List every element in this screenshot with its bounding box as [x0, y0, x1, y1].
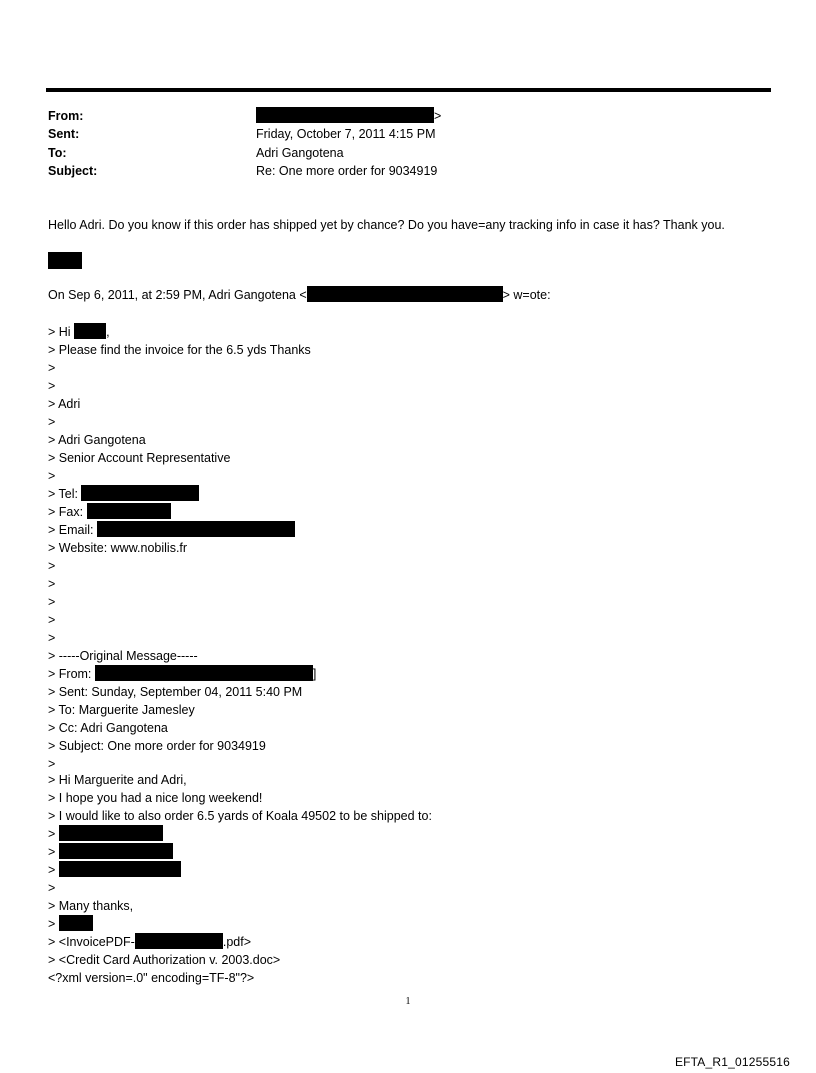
quote-line: >	[48, 559, 56, 573]
redaction-block	[48, 252, 82, 269]
quote-line: > Please find the invoice for the 6.5 yds Thanks	[48, 343, 311, 357]
quote-line: >	[48, 915, 93, 933]
quote-line: >	[48, 469, 56, 483]
redaction-block	[95, 665, 313, 681]
redaction-block	[59, 825, 163, 841]
quote-line: > Subject: One more order for 9034919	[48, 739, 266, 753]
quote-line: > Many thanks,	[48, 899, 134, 913]
on-date-line: On Sep 6, 2011, at 2:59 PM, Adri Gangotena < > w=ote:	[48, 288, 551, 302]
redaction-block	[97, 521, 295, 537]
subject-label: Subject:	[48, 164, 98, 178]
sent-label: Sent:	[48, 127, 80, 141]
quote-line: > I hope you had a nice long weekend!	[48, 791, 263, 805]
quote-line: > Hi Marguerite and Adri,	[48, 773, 187, 787]
redaction-block	[135, 933, 223, 949]
quote-line: > I would like to also order 6.5 yards of Koala 49502 to be shipped to:	[48, 809, 432, 823]
quote-line: > <InvoicePDF- .pdf>	[48, 935, 251, 949]
sent-value: Friday, October 7, 2011 4:15 PM	[256, 127, 436, 141]
redaction-block	[256, 107, 434, 123]
quote-line: > Email:	[48, 521, 295, 539]
from-label: From:	[48, 109, 84, 123]
quote-line: >	[48, 631, 56, 645]
quote-line: > Sent: Sunday, September 04, 2011 5:40 PM	[48, 685, 303, 699]
quote-line: >	[48, 881, 56, 895]
quote-line: >	[48, 577, 56, 591]
quote-line: > Tel:	[48, 485, 199, 503]
quote-line: >	[48, 361, 56, 375]
quote-line: > Cc: Adri Gangotena	[48, 721, 168, 735]
quote-line: > To: Marguerite Jamesley	[48, 703, 195, 717]
quote-line: > Adri Gangotena	[48, 433, 146, 447]
quote-line: > From: ]	[48, 667, 317, 681]
subject-value: Re: One more order for 9034919	[256, 164, 438, 178]
quote-line: >	[48, 415, 56, 429]
signature-redaction	[48, 252, 748, 271]
from-value: >	[256, 107, 441, 125]
quote-line: > <Credit Card Authorization v. 2003.doc>	[48, 953, 281, 967]
to-label: To:	[48, 146, 67, 160]
quote-line: >	[48, 861, 181, 879]
page-number: 1	[405, 996, 411, 1007]
quote-line: > Hi ,	[48, 325, 110, 339]
quote-line: >	[48, 595, 56, 609]
quote-line: > -----Original Message-----	[48, 649, 198, 663]
document-id: EFTA_R1_01255516	[674, 1055, 790, 1069]
quote-line: > Fax:	[48, 503, 171, 521]
redaction-block	[307, 286, 503, 302]
to-value: Adri Gangotena	[256, 146, 344, 160]
redaction-block	[59, 915, 93, 931]
quote-line: >	[48, 843, 173, 861]
quote-line: > Senior Account Representative	[48, 451, 231, 465]
quote-line: > Adri	[48, 397, 81, 411]
quote-line: <?xml version=.0" encoding=TF-8"?>	[48, 971, 255, 985]
intro-paragraph: Hello Adri. Do you know if this order has shipped yet by chance? Do you have=any tracking info in case it has? Thank you.	[48, 218, 725, 232]
redaction-block	[59, 843, 173, 859]
redaction-block	[74, 323, 106, 339]
redaction-block	[87, 503, 171, 519]
quote-line: >	[48, 757, 56, 771]
quote-line: > Website: www.nobilis.fr	[48, 541, 188, 555]
header-rule	[46, 88, 771, 92]
quote-line: >	[48, 825, 163, 843]
quote-line: >	[48, 379, 56, 393]
quote-line: >	[48, 613, 56, 627]
redaction-block	[59, 861, 181, 877]
redaction-block	[81, 485, 199, 501]
